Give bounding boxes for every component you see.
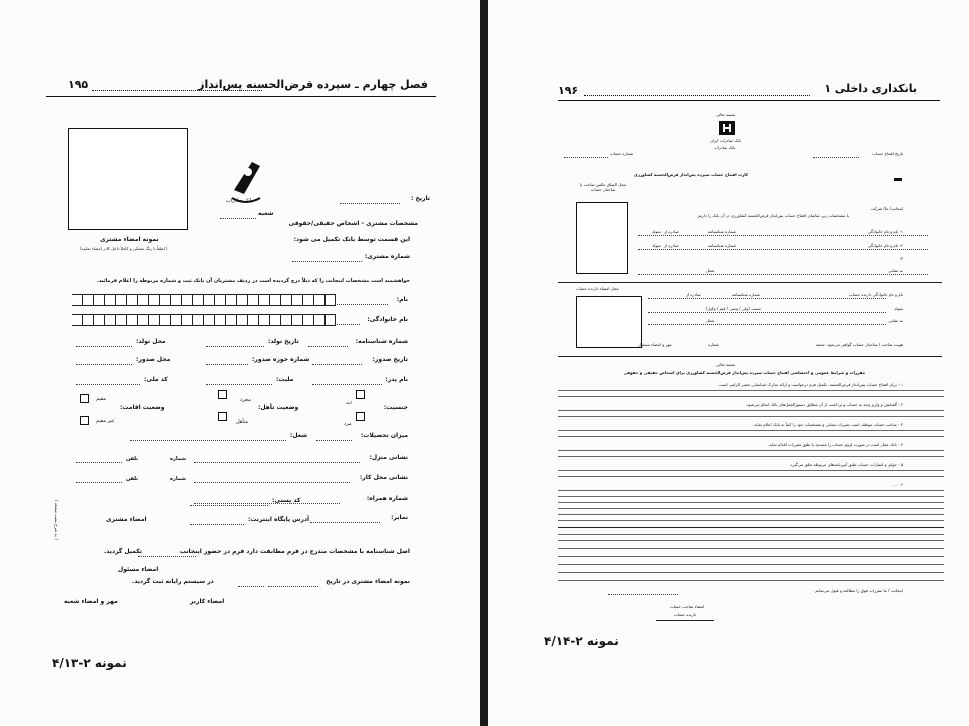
home-address-line <box>194 462 360 463</box>
person1-line <box>638 235 928 236</box>
relation-line <box>648 312 886 313</box>
issue-place-line <box>76 364 132 365</box>
education-line <box>316 440 352 441</box>
customer-no-label: شماره مشتری: <box>364 253 410 260</box>
verification-line: اصل شناسنامه با مشخصات مندرج در فرم مطابقت دارد فرم در حضور اینجانب <box>179 548 410 555</box>
person2-label: ۲- نام و نام خانوادگی <box>867 243 903 248</box>
birth-place-line <box>76 346 132 347</box>
national-code-label: کد ملی: <box>144 376 168 383</box>
email-label: آدرس پایگاه اینترنت: <box>248 516 310 523</box>
fax-label: نمابر: <box>391 514 408 521</box>
sign-number-label: شماره <box>708 342 719 347</box>
header-dotted-leader <box>584 95 810 96</box>
acct-holder: دارنده حساب <box>674 612 697 617</box>
acceptance-date-line <box>608 594 678 595</box>
relation-label: نسبت (ولی / وصی / قیم / وکیل) <box>706 306 761 311</box>
term-6: ۶ - ... <box>893 482 903 487</box>
female-checkbox[interactable] <box>356 390 365 399</box>
bank-sub: بانک صادرات <box>714 145 736 150</box>
education-label: میزان تحصیلات: <box>360 432 408 439</box>
nationality-label: ملیت: <box>276 376 294 383</box>
single-checkbox[interactable] <box>218 390 227 399</box>
fineprint-line <box>558 490 944 491</box>
owner-line-blank <box>648 298 886 299</box>
person2-born: متولد <box>652 243 661 248</box>
fineprint-line <box>558 436 944 437</box>
intro-line: این قسمت توسط بانک تکمیل می شود: <box>293 236 410 243</box>
person3-label: ۳- <box>899 256 903 261</box>
term-4: ۴ - بانک مجاز است در صورت لزوم حساب را مسدود یا طبق مقررات اقدام نماید. <box>767 442 903 447</box>
page-gutter <box>480 0 488 726</box>
marital-label: وضعیت تأهل: <box>258 404 299 411</box>
person2-id: شماره شناسنامه <box>708 243 737 248</box>
fineprint-line <box>558 396 944 397</box>
home-address-label: نشانی منزل: <box>369 454 408 461</box>
open-date-line <box>813 157 859 158</box>
owner-id: شماره شناسنامه <box>732 292 761 297</box>
home-phone-label: شماره <box>170 456 186 462</box>
born2-label: متولد <box>894 306 903 311</box>
work-phone-label: شماره <box>170 476 186 482</box>
fineprint-line <box>558 410 944 411</box>
page-number: ۱۹۶ <box>558 84 579 97</box>
fineprint-line <box>558 520 944 521</box>
fineprint-line <box>558 540 944 541</box>
father-name-label: نام پدر: <box>385 376 408 383</box>
acceptance-line: اینجانب / ما مقررات فوق را مطالعه و قبول می‌نمایم. <box>814 588 903 593</box>
bismillah: بسمه تعالی <box>716 112 736 117</box>
person2-issued: صادره از <box>664 243 679 248</box>
owner-line: نام و نام خانوادگی دارنده حساب <box>848 292 903 297</box>
fineprint-line <box>558 416 944 417</box>
mobile-line <box>194 503 340 504</box>
branch-label: شعبه <box>258 210 274 217</box>
sign-officer-label: مهر و امضاء مسئول <box>638 342 672 347</box>
header-rule <box>558 100 940 101</box>
owner-sign-underline <box>656 620 714 621</box>
responsible-sign-label: امضاء مسئول <box>118 566 159 573</box>
nationality-line <box>206 384 272 385</box>
signature-box <box>576 296 642 348</box>
form-code: نمونه ۲-۴/۱۴ <box>544 634 619 648</box>
signature-area-label: محل امضاء دارنده حساب <box>576 286 619 291</box>
customer-no-line <box>292 261 362 262</box>
address2-label: به نشانی <box>888 318 903 323</box>
side-note: ( به شرح پشت صفحه ) <box>54 500 59 540</box>
photo-box <box>576 202 628 274</box>
male-label: مرد <box>344 421 352 427</box>
job-label: شغل: <box>290 432 308 439</box>
card-title: کارت افتتاح حساب سپرده پس‌انداز قرض‌الحسنه کشاورزی <box>634 172 749 177</box>
fineprint-line <box>558 572 944 573</box>
person1-born: متولد <box>652 229 661 234</box>
terms-title: مقررات و شرایط عمومی و اختصاصی افتتاح حساب سپرده پس‌انداز قرض‌الحسنه کشاورزی برای اشخاص حقیقی و حقوقی <box>623 370 865 375</box>
person1-label: ۱- نام و نام خانوادگی <box>867 229 903 234</box>
form-code: نمونه ۲-۴/۱۳ <box>52 656 127 670</box>
bank-name: بانک صادرات ایران <box>710 138 742 143</box>
fineprint-line <box>558 580 944 581</box>
fineprint-line <box>558 508 944 509</box>
person1-id: شماره شناسنامه <box>708 229 737 234</box>
person1-issued: صادره از <box>664 229 679 234</box>
open-date-label: تاریخ افتتاح حساب <box>872 151 903 156</box>
name-label: نام: <box>396 296 408 303</box>
photo-box <box>68 128 188 230</box>
request-line: خواهشمند است مشخصات اینجانب را که ذیلاً درج گردیده است در ردیف مشتریان آن بانک ثبت و شماره مربوطه را اعلام فرمائید. <box>96 278 410 284</box>
job-label: شغل <box>706 268 715 273</box>
sample-sign-date-line <box>268 586 318 587</box>
divider-2 <box>558 356 942 357</box>
fineprint-line <box>558 534 944 535</box>
header-rule <box>46 96 436 97</box>
terms-header: بسمه تعالی <box>716 362 736 367</box>
section-title: مشخصات مشتری - اشخاص حقیقی/حقوقی <box>288 220 418 227</box>
bank-emblem-icon <box>718 120 736 136</box>
branch-line <box>220 218 256 219</box>
person2-line <box>638 249 928 250</box>
signature-note: ( لطفاً با رنگ مشکی و کاملاً داخل کادر امضاء نمایید) <box>80 246 168 251</box>
single-label: مجرد <box>240 397 251 403</box>
non-resident-checkbox[interactable] <box>80 416 89 425</box>
home-phone-label2: تلفن <box>126 456 139 462</box>
fineprint-line <box>558 456 944 457</box>
fineprint-line <box>558 564 944 565</box>
date-line <box>340 203 400 204</box>
birth-place-label: محل تولد: <box>136 338 166 345</box>
family-label: نام خانوادگی: <box>367 316 408 323</box>
term-1: ۱ - برای افتتاح حساب پس‌انداز قرض‌الحسنه، تکمیل فرم درخواست و ارائه مدارک شناسایی معتبر الزامی است. <box>717 382 903 387</box>
logo-text: بانک صادرات <box>226 198 253 204</box>
job2-label: شغل <box>706 318 715 323</box>
fineprint-line <box>558 476 944 477</box>
birth-date-line <box>206 346 264 347</box>
customer-sign-label: امضاء مشتری <box>106 516 147 523</box>
term-3: ۳ - صاحب حساب موظف است تغییرات نشانی و مشخصات خود را کتباً به بانک اعلام نماید. <box>752 422 903 427</box>
father-name-line <box>312 384 382 385</box>
operator-sign-label: امضاء کاربر <box>190 598 225 605</box>
page-header-title: فصل چهارم ـ سپرده قرض‌الحسنه پس‌انداز <box>198 78 428 91</box>
fineprint-line <box>558 548 944 549</box>
issue-place-label: محل صدور: <box>136 356 171 363</box>
left-page <box>0 0 480 726</box>
fax-line <box>310 522 380 523</box>
id-no-label: شماره شناسنامه: <box>355 338 408 345</box>
branch-seal-label: مهر و امضاء شعبه <box>64 598 118 605</box>
issue-date-label: تاریخ صدور: <box>372 356 408 363</box>
fineprint-line <box>558 450 944 451</box>
completed-text: تکمیل گردید. <box>104 548 142 555</box>
address-label: به نشانی <box>888 268 903 273</box>
date-label: تاریخ : <box>410 195 430 202</box>
fineprint-line <box>558 502 944 503</box>
verification-blank <box>138 556 196 557</box>
identity-line: هویت صاحب / صاحبان حساب گواهی می‌شود. شعبه <box>815 342 903 347</box>
acct-owner-sign: امضاء صاحب حساب <box>670 604 705 609</box>
applicant-label: اینجانب/ ما/ شرکت <box>870 206 903 211</box>
issue-date-line <box>312 364 362 365</box>
account-no-label: شماره حساب <box>610 151 634 156</box>
gender-label: جنسیت: <box>383 404 408 411</box>
request-text: با مشخصات زیر، تقاضای افتتاح حساب پس‌انداز قرض‌الحسنه کشاورزی در آن بانک را داریم. <box>696 213 849 218</box>
header-dotted-leader <box>92 90 262 91</box>
divider-3 <box>558 527 944 528</box>
fineprint-line <box>558 390 944 391</box>
work-phone-label2: تلفن <box>126 476 139 482</box>
married-label: متأهل <box>236 419 249 425</box>
issue-area-label: شماره حوزه صدور: <box>252 356 310 363</box>
address2-line <box>648 324 886 325</box>
signature-sample-label: نمونه امضاء مشتری <box>100 236 159 243</box>
term-2: ۲ - گشایش و واریز وجه به حساب و برداشت از آن مطابق دستورالعمل‌های بانک انجام می‌شود. <box>745 402 903 407</box>
system-blank <box>238 586 264 587</box>
issue-area-line <box>206 364 248 365</box>
id-no-line <box>308 346 348 347</box>
owner-issued: صادره از <box>686 292 701 297</box>
male-checkbox[interactable] <box>356 412 365 421</box>
married-checkbox[interactable] <box>218 412 227 421</box>
birth-date-label: تاریخ تولد: <box>268 338 299 345</box>
email-line <box>190 524 244 525</box>
postal-code-label: کد پستی: <box>272 497 301 504</box>
national-code-line <box>76 384 140 385</box>
resident-label: مقیم <box>96 396 107 402</box>
photo-label: محل الصاق عکس صاحب یا صاحبان حساب <box>579 182 626 192</box>
sample-sign-line: نمونه امضاء مشتری در تاریخ <box>326 578 410 585</box>
page-header-title: بانکداری داخلی ۱ <box>824 82 917 95</box>
resident-checkbox[interactable] <box>80 394 89 403</box>
fineprint-line <box>558 430 944 431</box>
name-cells <box>72 294 336 306</box>
fineprint-line <box>558 514 944 515</box>
right-page <box>488 0 969 726</box>
page-number: ۱۹۵ <box>68 78 89 91</box>
female-label: زن <box>346 399 353 405</box>
residence-label: وضعیت اقامت: <box>120 404 165 411</box>
work-phone-line <box>76 482 122 483</box>
margin-mark <box>894 178 902 181</box>
fineprint-line <box>558 470 944 471</box>
divider-1 <box>558 282 942 283</box>
home-phone-line <box>76 462 122 463</box>
address-line <box>638 274 928 275</box>
mobile-label: شماره همراه: <box>366 495 408 502</box>
postal-code-line <box>190 505 268 506</box>
fineprint-line <box>558 556 944 557</box>
job-line <box>130 440 286 441</box>
system-line: در سیستم رایانه ثبت گردید. <box>132 578 214 585</box>
fineprint-line <box>558 496 944 497</box>
work-address-line <box>194 482 350 483</box>
term-5: ۵ - جوایز و امتیازات حساب طبق آیین‌نامه‌های مربوطه تعلق می‌گیرد. <box>789 462 903 467</box>
work-address-label: نشانی محل کار: <box>359 474 408 481</box>
non-resident-label: غیر مقیم <box>96 418 115 424</box>
account-no-line <box>564 157 608 158</box>
family-cells <box>72 314 336 326</box>
